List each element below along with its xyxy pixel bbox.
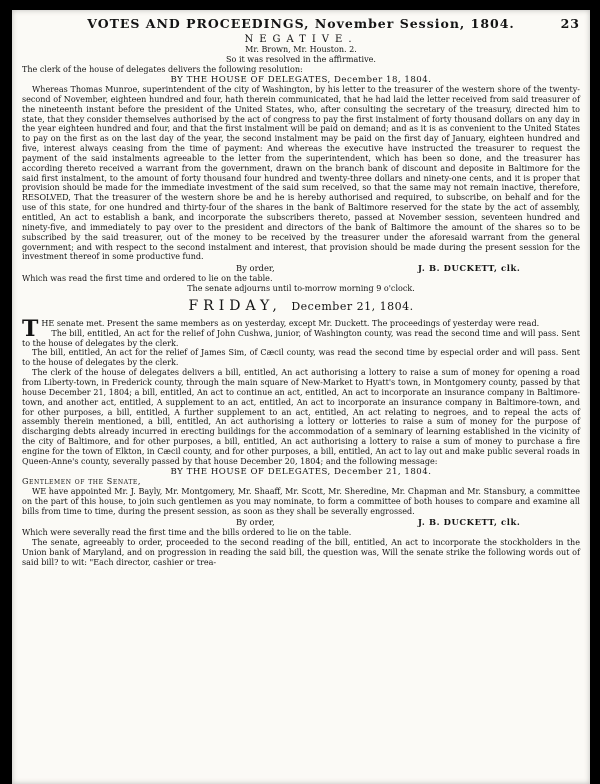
by-order: By order, [236, 263, 275, 274]
day-name: FRIDAY, [188, 297, 282, 314]
house-heading-dec18: BY THE HOUSE OF DELEGATES, December 18, 1804. [170, 74, 432, 85]
bills-read: Which were severally read the first time and the bills ordered to lie on the table. [22, 528, 352, 538]
drop-cap: T [22, 315, 39, 342]
sim-bill: The bill, entitled, An act for the relief of James Sim, of Cæcil county, was read the second time by especial order and will pass. Sent to the house of delegates by the clerk. [22, 348, 580, 368]
running-head-title: VOTES AND PROCEEDINGS, November Session, 1804. [87, 16, 515, 31]
senate-met-text: HE senate met. Present the same members as on yesterday, except Mr. Duckett. The proceedings of yesterday were read. [41, 318, 540, 328]
page-number: 23 [560, 16, 580, 31]
negative-heading: NEGATIVE. [244, 34, 358, 45]
day-date: December 21, 1804. [291, 299, 414, 313]
document-page [12, 10, 590, 784]
message-intro: The clerk of the house of delegates delivers the following resolution: [22, 64, 303, 74]
running-head [22, 16, 580, 34]
negative-resolved: So it was resolved in the affirmative. [226, 54, 376, 64]
clerk-signature-2: J. B. DUCKETT, clk. [418, 517, 521, 528]
signature-block-2 [22, 516, 580, 528]
salutation: Gentlemen of the Senate, [22, 477, 142, 487]
resolution-body: Whereas Thomas Munroe, superintendent of the city of Washington, by his letter to the treasurer of the western shore of the twenty-second of November, eighteen hundred and four, hath therein communicated, that he had laid the letter received from said treasurer of the nineteenth instant before the president of the United States, who, after consulting the secretary of the treasury, directed him to state, that they consider themselves authorised by the act of congress to pay the first instalment of forty thousand dollars on any day in the year eighteen hundred and four, and that the first instalment will be paid on demand; and as it is as convenient to the United States to pay on the first as on the last day of the year, the second instalment may be paid on the first day of January, eighteen hundred and five, interest always ceasing from the time of payment: And whereas the executive have instructed the treasurer to request the payment of the said instalments agreeable to the letter from the superintendent, which has been so done, and the treasurer has according thereto received a warrant from the government, drawn on the branch bank of discount and deposite in Baltimore for the said first instalment, to the amount of forty thousand four hundred and twenty-three dollars and ninety-one cents, and it is proper that provision should be made for the immediate investment of the said sum received, so that the same may not remain inactive, therefore, RESOLVED, That the treasurer of the western shore be and he is hereby authorised and required, to subscribe, on behalf and for the use of this state, for one hundred and thirty-four of the shares in the bank of Baltimore reserved for the state by the act of assembly, entitled, An act to establish a bank, and incorporate the subscribers thereto, passed at November session, seventeen hundred and ninety-five, and immediately to pay over to the president and directors of the bank of Baltimore the amount of the shares so to be subscribed by the said treasurer, out of the money to be received by the treasurer under the aforesaid warrant from the general government; and with respect to the second instalment and interest, that provision should be made during the present session for the investment thereof in some productive fund. [22, 85, 580, 262]
signature-block [22, 262, 580, 274]
delegates-bills: The clerk of the house of delegates delivers a bill, entitled, An act authorising a lottery to raise a sum of money for opening a road from Liberty-town, in Frederick county, through the main square of New-Market to Hyatt's town, in Montgomery county, passed by that house December 21, 1804; a bill, entitled, An act to continue an act, entitled, An act to incorporate an insurance company in Baltimore-town, and another act, entitled, A supplement to an act, entitled, An act to incorporate an insurance company in Baltimore-town, and for other purposes, a bill, entitled, A further supplement to an act, entitled, An act relating to negroes, and to repeal the acts of assembly therein mentioned, a bill, entitled, An act authorising a lottery or lotteries to raise a sum of money for the purpose of discharging debts already incurred in erecting buildings for the accommodation of a seminary of learning established in the vicinity of the city of Baltimore, and for other purposes, a bill, entitled, An act authorising a lottery to raise a sum of money to purchase a fire engine for the town of Elkton, in Cæcil county, and for other purposes, a bill, entitled, An act to lay out and make public several roads in Queen-Anne's county, severally passed by that house December 20, 1804; and the following message: [22, 368, 580, 466]
cushwa-bill: The bill, entitled, An act for the relief of John Cushwa, junior, of Washington county, was read the second time and will pass. Sent to the house of delegates by the clerk. [22, 328, 580, 348]
union-bank-paragraph: The senate, agreeably to order, proceeded to the second reading of the bill, entitled, An act to incorporate the stockholders in the Union bank of Maryland, and on progression in reading the said bill, the question was, Will the senate strike the following words out of said bill? to wit: "Each director, cashier or trea- [22, 538, 580, 567]
committee-message: WE have appointed Mr. J. Bayly, Mr. Montgomery, Mr. Shaaff, Mr. Scott, Mr. Sheredine, Mr. Chapman and Mr. Stansbury, a committee on the part of this house, to join such gentlemen as you may nominate, to form a committee of both houses to compare and examine all bills from time to time, during the present session, as soon as they shall be severally engrossed. [22, 486, 580, 516]
adjournment: The senate adjourns until to-morrow morning 9 o'clock. [187, 284, 415, 294]
house-heading-dec21: BY THE HOUSE OF DELEGATES, December 21, 1804. [170, 466, 432, 477]
day-heading [22, 297, 580, 316]
clerk-signature: J. B. DUCKETT, clk. [418, 263, 521, 274]
read-first-time: Which was read the first time and ordered to lie on the table. [22, 274, 273, 284]
by-order-2: By order, [236, 517, 275, 528]
negative-names: Mr. Brown, Mr. Houston. 2. [245, 45, 357, 54]
page-content [22, 16, 580, 568]
